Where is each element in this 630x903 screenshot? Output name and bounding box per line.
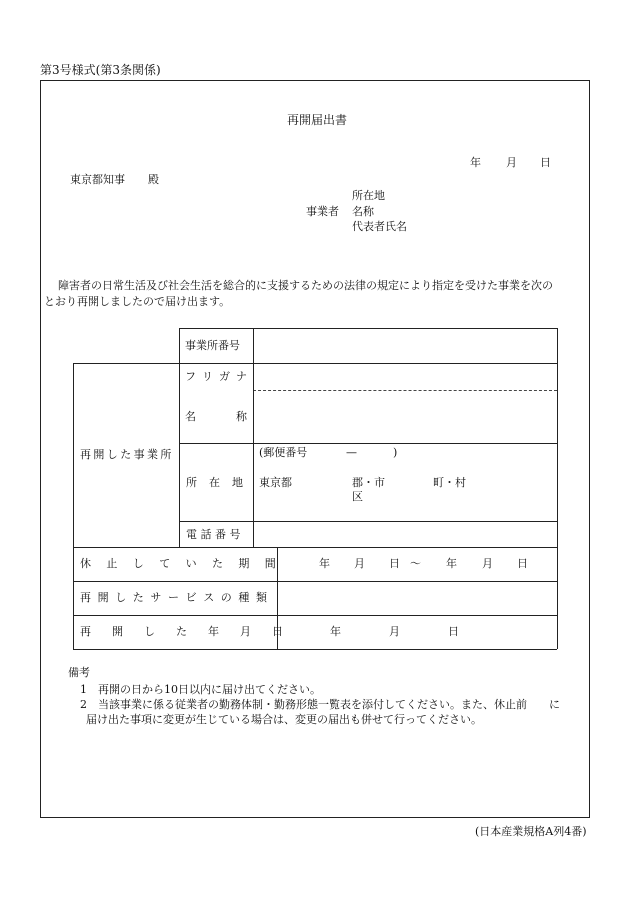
note-item-2-line-2: 届け出た事項に変更が生じている場合は、変更の届出も併せて行ってください。 [86, 713, 482, 726]
statement-line-2: とおり再開しましたので届け出ます。 [44, 295, 231, 308]
date-day: 日 [540, 156, 551, 169]
postal-code-close: ) [393, 446, 398, 459]
addressee: 東京都知事 [70, 173, 125, 186]
name-label: 名 称 [185, 410, 247, 423]
date-year: 年 [470, 156, 481, 169]
office-number-label: 事業所番号 [185, 339, 240, 352]
restarted-office-label: 再開した事業所 [80, 448, 174, 461]
phone-label: 電話番号 [186, 528, 244, 541]
restart-date-label: 再開した年月日 [80, 625, 304, 638]
suspension-from-day: 日 [389, 557, 400, 570]
ku-label: 区 [352, 490, 363, 503]
suspension-from-month: 月 [354, 557, 365, 570]
furigana-label: フ リ ガ ナ [185, 370, 247, 383]
restart-date-year: 年 [330, 625, 341, 638]
date-month: 月 [506, 156, 517, 169]
document-title: 再開届出書 [287, 113, 348, 127]
statement-line-1: 障害者の日常生活及び社会生活を総合的に支援するための法律の規定により指定を受けた事業を次の [58, 279, 553, 292]
notes-heading: 備考 [68, 666, 90, 679]
applicant-label: 事業者 [306, 205, 339, 218]
note-item-1: 1 再開の日から10日以内に届け出てください。 [80, 683, 321, 696]
postal-code-dash: — [346, 446, 357, 459]
suspension-from-year: 年 [319, 557, 330, 570]
postal-code-label: (郵便番号 [259, 446, 308, 459]
service-type-label: 再開したサービスの種類 [80, 591, 274, 604]
suspension-tilde: 〜 [410, 557, 421, 570]
applicant-representative-label: 代表者氏名 [352, 220, 407, 233]
gun-shi-label: 郡・市 [352, 476, 385, 489]
address-label: 所在地 [186, 476, 255, 489]
paper-size-note: (日本産業規格A列4番) [475, 825, 587, 838]
form-number: 第3号様式(第3条関係) [40, 63, 161, 77]
restart-date-month: 月 [389, 625, 400, 638]
machi-mura-label: 町・村 [433, 476, 466, 489]
suspension-to-year: 年 [446, 557, 457, 570]
restart-date-day: 日 [448, 625, 459, 638]
suspension-period-label: 休止していた期間 [80, 557, 292, 570]
tokyo-label: 東京都 [259, 476, 292, 489]
suspension-to-day: 日 [517, 557, 528, 570]
honorific: 殿 [148, 173, 159, 186]
suspension-to-month: 月 [482, 557, 493, 570]
applicant-name-label: 名称 [352, 205, 374, 218]
note-item-2-line-1: 2 当該事業に係る従業者の勤務体制・勤務形態一覧表を添付してください。また、休止前 に [80, 698, 560, 711]
applicant-location-label: 所在地 [352, 189, 385, 202]
